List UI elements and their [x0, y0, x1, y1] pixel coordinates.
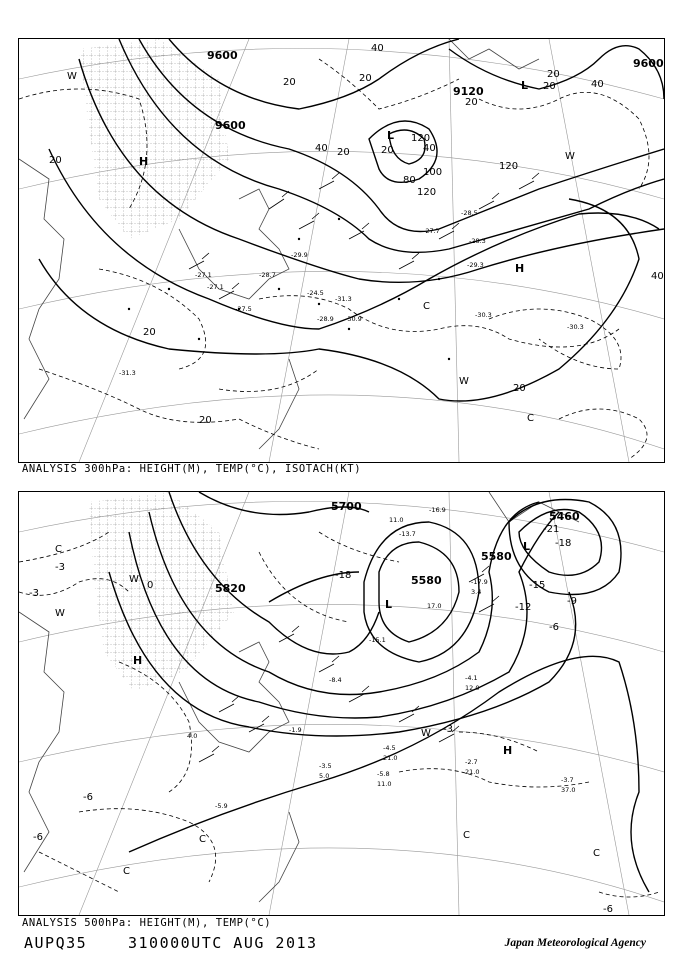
isotach-label: 40	[371, 43, 384, 54]
temp-label: -28.9	[317, 315, 334, 323]
temp-contour-label: -15	[529, 580, 546, 591]
temp-contour-label: -3	[443, 724, 453, 735]
map-300hpa	[19, 39, 664, 462]
temp-label: -27.7	[423, 227, 440, 235]
height-label: 5820	[215, 582, 246, 595]
temp-contour-label: -18	[335, 570, 352, 581]
station-label: -5.9	[215, 802, 228, 810]
isotach-label: 20	[49, 155, 62, 166]
station-label: -8.4	[329, 676, 342, 684]
height-label: 5580	[411, 574, 442, 587]
temp-label: -28.7	[259, 271, 276, 279]
station-label: 11.0	[377, 780, 392, 788]
height-label: 9600	[215, 119, 246, 132]
isotach-label: 120	[417, 187, 437, 198]
temp-contour-label: -21	[543, 524, 560, 535]
height-label: 9600	[633, 57, 664, 70]
temp-contour-label: -12	[515, 602, 532, 613]
temp-contour-label: -3	[55, 562, 65, 573]
cold-center-label: C	[593, 848, 600, 859]
chart-code: AUPQ35	[24, 934, 88, 952]
high-center-label: H	[133, 654, 143, 667]
temp-label: -30.3	[475, 311, 492, 319]
cold-center-label: C	[463, 830, 470, 841]
temp-contour-label: -6	[33, 832, 43, 843]
station-label: -17.9	[471, 578, 488, 586]
isotach-label: 20	[143, 327, 156, 338]
isotach-label: 20	[199, 415, 212, 426]
low-center-label: L	[387, 129, 395, 142]
map-500hpa	[19, 492, 664, 915]
station-label: -15.1	[369, 636, 386, 644]
warm-center-label: W	[421, 728, 431, 739]
isotach-label: 20	[513, 383, 526, 394]
agency-name: Japan Meteorological Agency	[504, 937, 646, 949]
cold-center-label: C	[123, 866, 130, 877]
station-label: -4.1	[465, 674, 478, 682]
isotach-label: 100	[423, 167, 443, 178]
temp-label: -27.5	[235, 305, 252, 313]
temp-label: -29.3	[467, 261, 484, 269]
station-label: 11.0	[389, 516, 404, 524]
station-label: 21.0	[383, 754, 398, 762]
temp-contour-label: -3	[29, 588, 39, 599]
isotach-label: 40	[591, 79, 604, 90]
temp-contour-label: -9	[567, 596, 577, 607]
station-label: 17.0	[427, 602, 442, 610]
high-center-label: H	[139, 155, 149, 168]
terrain-hatch-500	[89, 492, 234, 692]
station-label: -5.8	[377, 770, 390, 778]
temp-contour-label: -6	[549, 622, 559, 633]
height-label: 9600	[207, 49, 238, 62]
isotach-label: 20	[381, 145, 394, 156]
isotach-label: 80	[403, 175, 416, 186]
chart-500hpa	[18, 491, 665, 916]
temp-label: -24.5	[307, 289, 324, 297]
temp-contour-label: -6	[83, 792, 93, 803]
warm-center-label: W	[565, 151, 575, 162]
isotach-label: 40	[423, 143, 436, 154]
cold-center-label: C	[527, 413, 534, 424]
isotach-label: 120	[411, 133, 431, 144]
low-center-label: L	[521, 79, 529, 92]
isotach-label: 20	[543, 81, 556, 92]
cold-center-label: C	[423, 301, 430, 312]
isotach-label: 20	[465, 97, 478, 108]
station-label: 4.0	[187, 732, 198, 740]
temp-label: -28.5	[461, 209, 478, 217]
station-label: -1.9	[289, 726, 302, 734]
station-label: -3.7	[561, 776, 574, 784]
wind-barbs-500	[199, 566, 499, 762]
cold-center-label: C	[199, 834, 206, 845]
station-label: 21.0	[465, 768, 480, 776]
height-label: 5460	[549, 510, 580, 523]
chart-300hpa	[18, 38, 665, 463]
height-label: 5580	[481, 550, 512, 563]
warm-center-label: W	[67, 71, 77, 82]
isotach-label: 20	[283, 77, 296, 88]
height-label: 5700	[331, 500, 362, 513]
warm-center-label: W	[129, 574, 139, 585]
station-label: -13.7	[399, 530, 416, 538]
isotach-label: 20	[337, 147, 350, 158]
high-center-label: H	[503, 744, 513, 757]
station-label: 3.4	[471, 588, 482, 596]
temp-label: -28.3	[469, 237, 486, 245]
temp-label: -31.3	[119, 369, 136, 377]
isotach-label: 120	[499, 161, 519, 172]
isotach-label: 20	[547, 69, 560, 80]
caption-300hpa: ANALYSIS 300hPa: HEIGHT(M), TEMP(°C), ISOTACH(KT)	[22, 463, 362, 475]
terrain-hatch-300	[79, 39, 229, 239]
caption-500hpa: ANALYSIS 500hPa: HEIGHT(M), TEMP(°C)	[22, 917, 272, 929]
temp-label: -29.9	[291, 251, 308, 259]
warm-center-label: W	[459, 376, 469, 387]
temp-label: -30.3	[567, 323, 584, 331]
station-label: 37.0	[561, 786, 576, 794]
isotach-label: 40	[651, 271, 664, 282]
temp-contour-label: 0	[147, 580, 154, 591]
station-label: 12.0	[465, 684, 480, 692]
station-label: -2.7	[465, 758, 478, 766]
height-label: 9120	[453, 85, 484, 98]
temp-contour-label: -18	[555, 538, 572, 549]
low-center-label: L	[385, 598, 393, 611]
isotach-label: 20	[359, 73, 372, 84]
analysis-time: 310000UTC AUG 2013	[128, 934, 318, 952]
station-label: -16.9	[429, 506, 446, 514]
station-label: 5.0	[319, 772, 330, 780]
high-center-label: H	[515, 262, 525, 275]
isotach-label: 40	[315, 143, 328, 154]
cold-center-label: C	[55, 544, 62, 555]
temp-label: -27.1	[195, 271, 212, 279]
low-center-label: L	[523, 540, 531, 553]
temp-label: -31.3	[335, 295, 352, 303]
station-label: -4.5	[383, 744, 396, 752]
temp-label: -30.9	[345, 315, 362, 323]
temp-label: -27.1	[207, 283, 224, 291]
station-label: -3.5	[319, 762, 332, 770]
temp-contour-label: -6	[603, 904, 613, 915]
station-markers-300	[128, 218, 450, 360]
warm-center-label: W	[55, 608, 65, 619]
